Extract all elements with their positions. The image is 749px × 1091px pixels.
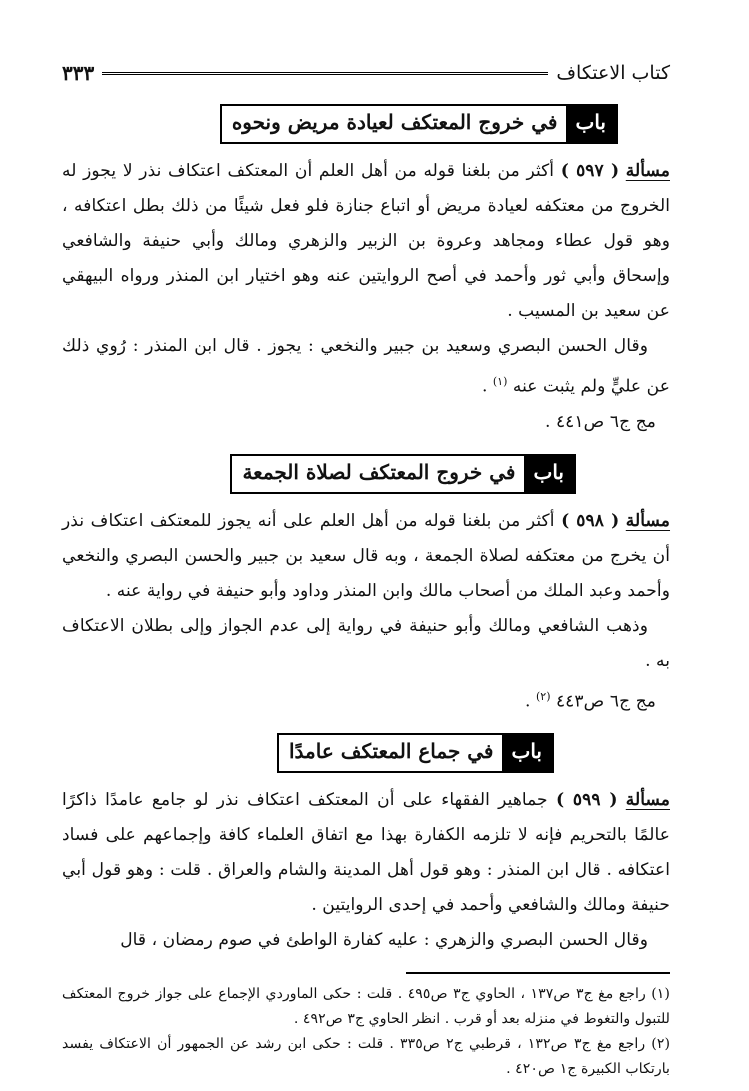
question-label: مسألة [625,510,671,531]
reference-end: . [525,691,536,712]
source-reference [62,679,656,720]
footnote-separator [406,972,670,974]
footnote-marker: (١) [492,375,508,388]
question-paragraph [62,783,670,923]
reference-text: مج ج٦ ص٤٤٣ [555,691,656,712]
question-paragraph [62,504,670,609]
question-number: ( ٥٩٨ ) [561,510,620,531]
question-text: جماهير الفقهاء على أن المعتكف اعتكاف نذر لو جامع عامدًا ذاكرًا عالمًا بالتحريم فإنه لا تلزمه الكفارة بهذا مع اتفاق العلماء كافة وإجماعهم على فساد اعتكافه . قال ابن المنذر : وهو قول أهل المدينة والشام والعراق . قلت : وهو قول أبي حنيفة ومالك والشافعي وأحمد في إحدى الروايتين . [62,790,670,916]
footnote: (١) راجع مغ ج٣ ص١٣٧ ، الحاوي ج٣ ص٤٩٥ . قلت : حكى الماوردي الإجماع على جواز خروج المعتكف للتبول والتغوط في منزله بعد أو قرب . انظر الحاوي ج٣ ص٤٩٢ . [62,986,670,1028]
chapter-label: باب [502,735,553,771]
page-number: ٣٣٣ [62,61,95,85]
question-text: أكثر من بلغنا قوله من أهل العلم على أنه يجوز للمعتكف اعتكاف نذر أن يخرج من معتكفه لصلاة الجمعة ، وبه قال سعيد بن جبير والحسن البصري والنخعي وأحمد وعبد الملك من أصحاب مالك وابن المنذر وداود وأبو حنيفة في رواية عنه . [62,510,670,601]
footnote: (٢) راجع مغ ج٣ ص١٣٢ ، قرطبي ج٢ ص٣٣٥ . قلت : حكى ابن رشد عن الجمهور أن الاعتكاف يفسد بارتكاب الكبيرة ج١ ص٤٢٠ . [62,1036,670,1078]
chapter-heading [220,104,618,144]
question-label: مسألة [625,161,670,181]
question-number: ( ٥٩٧ ) [560,161,620,181]
book-page [62,56,670,1082]
header-rule [102,72,548,75]
chapter-label: باب [524,456,575,492]
paragraph-end: . [481,376,493,397]
running-header [62,56,670,90]
chapter-heading [230,454,576,494]
body-paragraph [62,329,670,405]
question-paragraph [62,154,670,329]
footnotes [62,982,670,1082]
chapter-title: في خروج المعتكف لعيادة مريض ونحوه [231,110,558,134]
chapter-title: في خروج المعتكف لصلاة الجمعة [242,459,516,484]
chapter-heading [277,733,554,773]
chapter-title: في جماع المعتكف عامدًا [288,739,494,764]
body-paragraph: وذهب الشافعي ومالك وأبو حنيفة في رواية إلى عدم الجواز وإلى بطلان الاعتكاف به . [62,615,670,671]
chapter-label: باب [566,106,617,142]
body-paragraph: وقال الحسن البصري والزهري : عليه كفارة الواطئ في صوم رمضان ، قال [120,930,648,951]
paragraph-text: وقال الحسن البصري وسعيد بن جبير والنخعي : يجوز . قال ابن المنذر : رُوي ذلك عن عليٍّ ولم يثبت عنه [62,336,670,397]
book-title: كتاب الاعتكاف [556,62,670,84]
footnote-marker: (٢) [535,689,551,703]
source-reference: مج ج٦ ص٤٤١ . [545,411,656,432]
question-text: أكثر من بلغنا قوله من أهل العلم أن المعتكف اعتكاف نذر لا يجوز له الخروج من معتكفه لعيادة مريض أو اتباع جنازة فلو فعل شيئًا من ذلك بطل اعتكافه ، وهو قول عطاء ومجاهد وعروة بن الزبير والزهري ومالك وأبي حنيفة والشافعي وإسحاق وأبي ثور وأحمد في أصح الروايتين عنه وهو اختيار ابن المنذر ورواه البيهقي عن سعيد بن المسيب . [62,161,670,321]
question-number: ( ٥٩٩ ) [555,790,618,811]
question-label: مسألة [625,790,670,811]
